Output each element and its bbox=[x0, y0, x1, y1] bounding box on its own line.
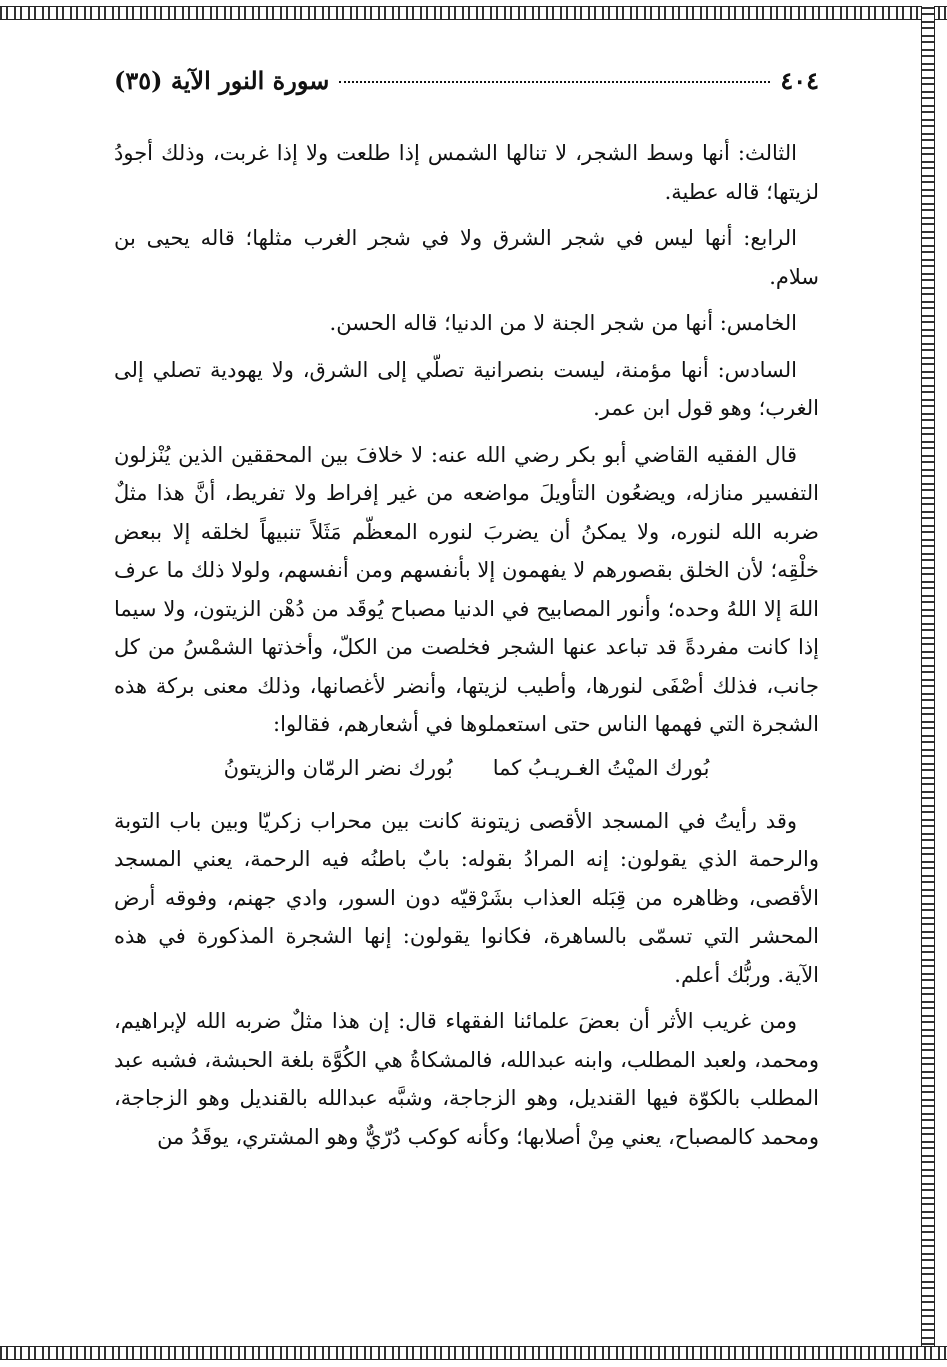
paragraph-third-opinion: الثالث: أنها وسط الشجر، لا تنالها الشمس إذا طلعت ولا إذا غربت، وذلك أجودُ لزيتها؛ قاله عطية. bbox=[114, 141, 819, 204]
page-body bbox=[114, 134, 819, 1164]
decorative-border-right bbox=[921, 6, 935, 1359]
page-header bbox=[114, 66, 819, 106]
header-leader-dots bbox=[339, 81, 770, 83]
page-number: ٤٠٤ bbox=[780, 66, 819, 95]
paragraph-strange-report: ومن غريب الأثر أن بعضَ علمائنا الفقهاء قال: إن هذا مثلٌ ضربه الله لإبراهيم، ومحمد، ولعبد المطلب، وابنه عبدالله، فالمشكاةُ هي الكُوَّة بلغة الحبشة، فشبه عبد المطلب بالكوّة فيها القنديل، وهو الزجاجة، وشبَّه عبدالله بالقنديل وهو الزجاجة، ومحمد كالمصباح، يعني مِنْ أصلابها؛ وكأنه كوكب دُرّيٌّ وهو المشتري، يوقَدُ من bbox=[114, 1009, 819, 1149]
paragraph-judge-commentary: قال الفقيه القاضي أبو بكر رضي الله عنه: لا خلافَ بين المحققين الذين يُنْزلون التفسير منازله، ويضعُون التأويلَ مواضعه من غير إفراط ولا تفريط، أنَّ هذا مثلٌ ضربه الله لنوره، ولا يمكنُ أن يضربَ لنوره المعظّم مَثَلاً تنبيهاً لخلقه إلا ببعض خلْقِه؛ لأن الخلق بقصورهم لا يفهمون إلا بأنفسهم ومن أنفسهم، ولولا ذلك ما عرف اللهَ إلا اللهُ وحده؛ وأنور المصابيح في الدنيا مصباح يُوقَد من دُهْن الزيتون، ولا سيما إذا كانت مفردةً قد تباعد عنها الشجر فخلصت من الكلّ، وأخذتها الشمْسُ من كل جانب، فذلك أصْفَى لنورها، وأطيب لزيتها، وأنضر لأغصانها، وذلك معنى بركة هذه الشجرة التي فهمها الناس حتى استعملوها في أشعارهم، فقالوا: bbox=[114, 442, 820, 736]
decorative-border-top bbox=[0, 6, 947, 20]
running-title: سورة النور الآية (٣٥) bbox=[114, 66, 330, 95]
verse-second-hemistich: بُورك نضر الرمّان والزيتونُ bbox=[223, 755, 453, 780]
decorative-border-bottom bbox=[0, 1346, 947, 1360]
verse-first-hemistich: بُورك الميْتُ الغـريـبُ كما bbox=[492, 755, 710, 780]
paragraph-fifth-opinion: الخامس: أنها من شجر الجنة لا من الدنيا؛ قاله الحسن. bbox=[329, 311, 797, 335]
paragraph-sixth-opinion: السادس: أنها مؤمنة، ليست بنصرانية تصلّي إلى الشرق، ولا يهودية تصلي إلى الغرب؛ وهو قول ابن عمر. bbox=[114, 357, 819, 420]
paragraph-fourth-opinion: الرابع: أنها ليس في شجر الشرق ولا في شجر الغرب مثلها؛ قاله يحيى بن سلام. bbox=[114, 226, 819, 289]
paragraph-al-aqsa-olive: وقد رأيتُ في المسجد الأقصى زيتونة كانت بين محراب زكريّا وبين باب التوبة والرحمة الذي يقولون: إنه المرادُ بقوله: بابٌ باطنُه فيه الرحمة، يعني المسجد الأقصى، وظاهره من قِبَله العذاب بشَرْقيّه دون السور، وادي جهنم، وفوقه أرض المحشر التي تسمّى بالساهرة، فكانوا يقولون: إنها الشجرة المذكورة في هذه الآية. وربُّك أعلم. bbox=[114, 808, 819, 987]
poetry-verse bbox=[114, 748, 819, 788]
